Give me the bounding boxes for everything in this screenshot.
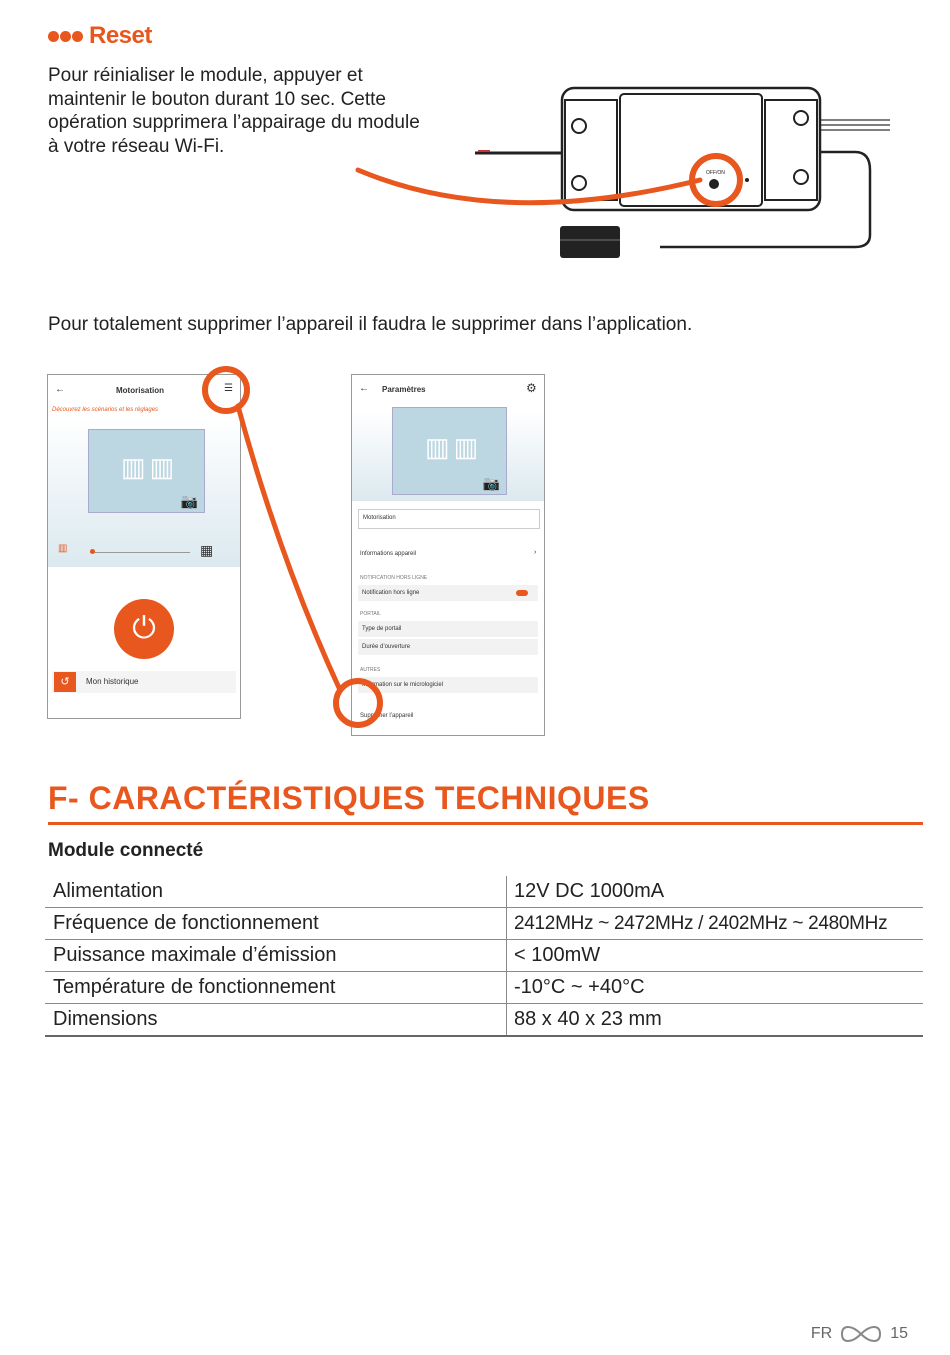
position-slider[interactable] [90, 549, 95, 554]
gate-closed-icon: ▦ [200, 542, 214, 558]
device-settings-icon[interactable]: ⚙ [526, 381, 537, 395]
device-image-2: ▥▥ 📷 [392, 407, 507, 495]
phone2-title: Paramètres [382, 385, 426, 394]
spec-table [45, 876, 923, 1037]
spec-value: -10°C ~ +40°C [507, 972, 924, 1004]
brand-loop-icon [838, 1325, 884, 1343]
history-icon: ↺ [54, 672, 76, 692]
firmware-row[interactable]: Information sur le micrologiciel [358, 677, 538, 693]
section-title: F- CARACTÉRISTIQUES TECHNIQUES [48, 780, 650, 816]
notif-toggle[interactable] [516, 590, 528, 596]
history-label: Mon historique [86, 677, 139, 686]
page-footer [811, 1325, 908, 1343]
portal-section: PORTAIL [360, 611, 381, 617]
other-section: AUTRES [360, 667, 381, 673]
table-row [45, 972, 923, 1004]
camera-icon-2[interactable]: 📷 [482, 475, 500, 491]
notif-section: NOTIFICATION HORS LIGNE [360, 575, 428, 581]
notif-row[interactable]: Notification hors ligne [358, 585, 538, 601]
opening-duration-row[interactable]: Durée d’ouverture [358, 639, 538, 655]
reset-title-text: Reset [89, 22, 152, 49]
off-on-label: OFF/ON [706, 170, 725, 176]
camera-icon[interactable]: 📷 [180, 493, 198, 509]
footer-lang: FR [810, 1325, 833, 1342]
spec-label: Alimentation [45, 876, 507, 908]
back-arrow-icon-2[interactable]: ← [359, 383, 369, 394]
gate-open-icon: ▥ [58, 543, 68, 554]
spec-value: 2412MHz ~ 2472MHz / 2402MHz ~ 2480MHz [507, 908, 924, 940]
delete-instruction: Pour totalement supprimer l’appareil il faudra le supprimer dans l’application. [48, 314, 693, 335]
spec-value: 88 x 40 x 23 mm [507, 1004, 924, 1037]
reset-button-dot [709, 179, 719, 189]
spec-label: Température de fonctionnement [45, 972, 507, 1004]
spec-value: 12V DC 1000mA [507, 876, 924, 908]
reset-description: Pour réinialiser le module, appuyer et maintenir le bouton durant 10 sec. Cette opération supprimera l’appairage du module à votre réseau Wi-Fi. [48, 65, 420, 157]
power-button[interactable]: ⏻ [114, 599, 174, 659]
module-diagram [350, 80, 910, 270]
spec-label: Puissance maximale d’émission [45, 940, 507, 972]
delete-device-row[interactable]: Supprimer l’appareil [360, 713, 414, 719]
device-image: ▥▥ 📷 [88, 429, 205, 513]
reset-heading [48, 22, 152, 50]
page-number: 15 [890, 1325, 908, 1342]
spec-label: Fréquence de fonctionnement [45, 908, 507, 940]
section-rule [48, 822, 923, 825]
back-arrow-icon[interactable]: ← [55, 384, 65, 395]
spec-label: Dimensions [45, 1004, 507, 1037]
phone1-subtitle: Découvrez les scénarios et les réglages [52, 407, 159, 413]
table-row [45, 876, 923, 908]
dots-icon [48, 31, 83, 42]
table-row [45, 1004, 923, 1037]
table-row [45, 908, 923, 940]
device-name-field[interactable]: Motorisation [358, 509, 540, 529]
module-title: Module connecté [48, 840, 204, 861]
table-row [45, 940, 923, 972]
info-row[interactable]: Informations appareil [360, 551, 417, 557]
portal-type-row[interactable]: Type de portail [358, 621, 538, 637]
spec-value: < 100mW [507, 940, 924, 972]
settings-sliders-icon[interactable]: ☰ [224, 383, 233, 394]
phone1-title: Motorisation [116, 386, 164, 395]
chevron-right-icon: › [534, 549, 537, 556]
pointer-overlay [190, 360, 390, 740]
